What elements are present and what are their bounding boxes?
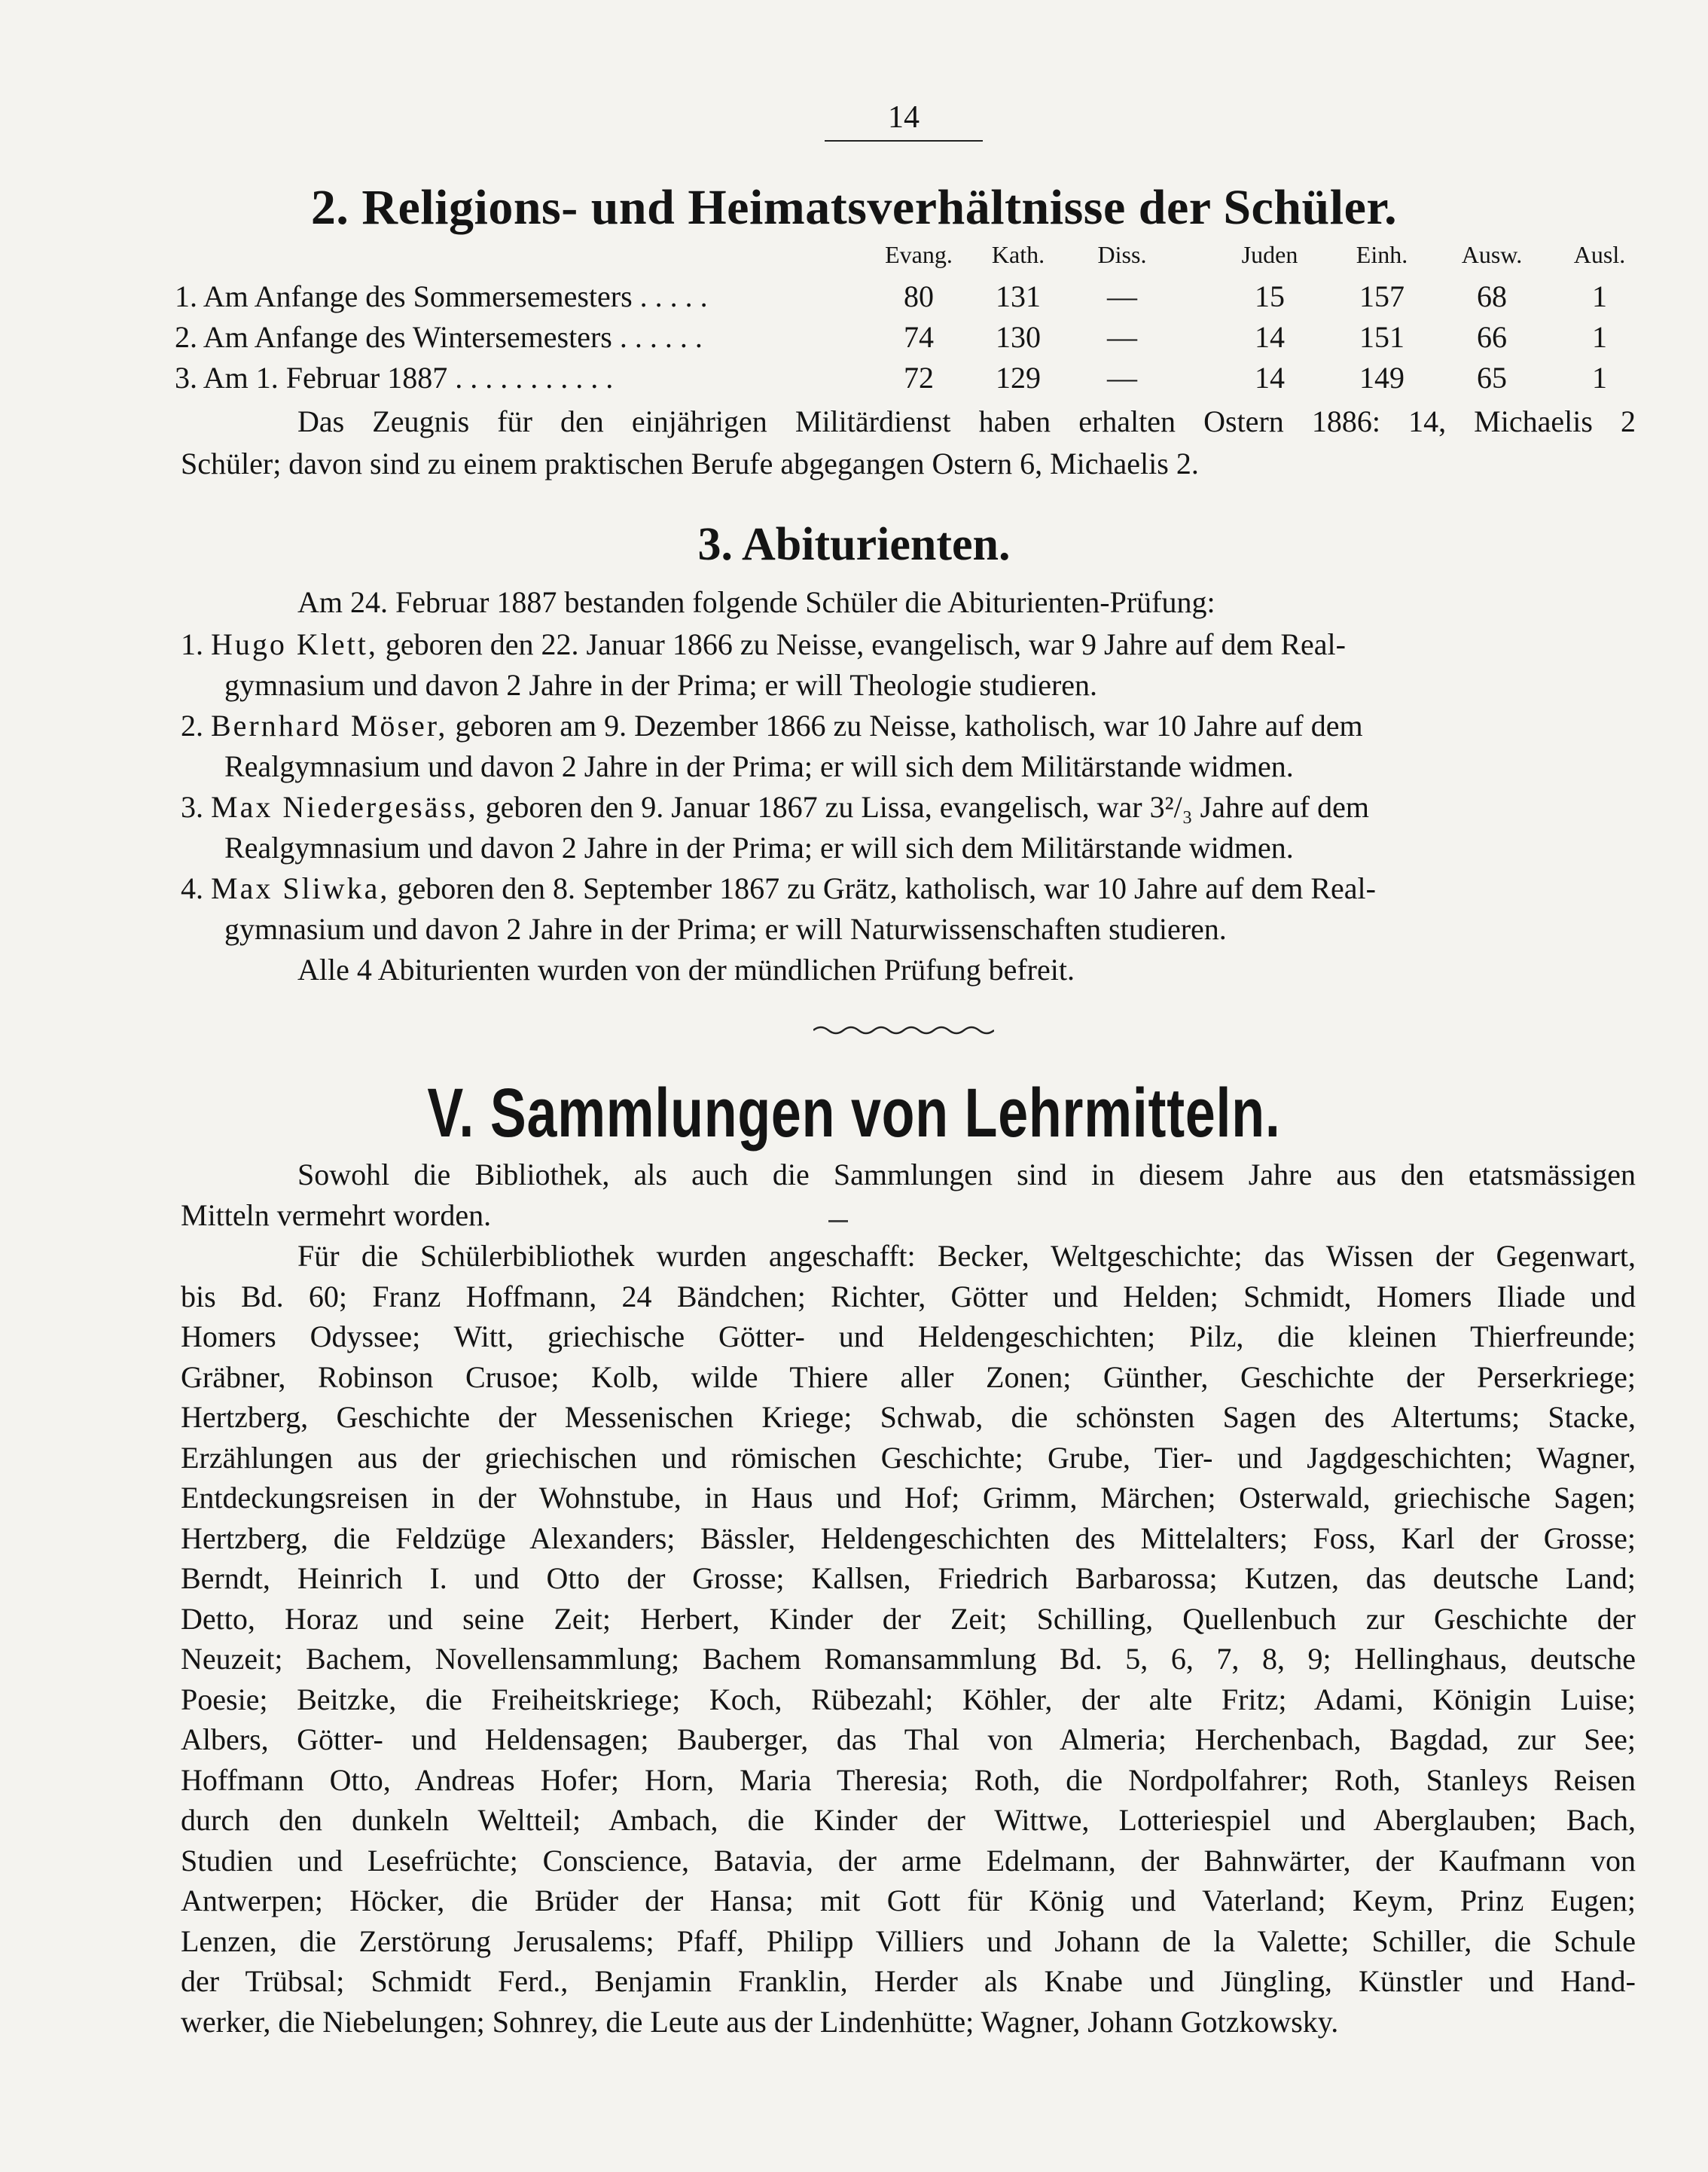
cell-diss: — (1107, 320, 1137, 354)
library-list-line: Gräbner, Robinson Crusoe; Kolb, wilde Thiere aller Zonen; Günther, Geschichte der Perserkriege; (181, 1359, 1636, 1394)
table-row (0, 360, 1708, 402)
student-number: 4. (181, 871, 203, 905)
heading-religion: 2. Religions- und Heimatsverhältnisse der Schüler. (310, 180, 1398, 235)
col-header-juden: Juden (1241, 241, 1298, 268)
page-number-rule (825, 140, 983, 142)
cell-kath: 129 (996, 361, 1041, 395)
cell-juden: 14 (1255, 361, 1285, 395)
ink-dash-mark (828, 1220, 848, 1222)
student-3-line (181, 789, 1369, 825)
cell-evang: 72 (904, 361, 934, 395)
library-list-line: werker, die Niebelungen; Sohnrey, die Leute aus der Lindenhütte; Wagner, Johann Gotzkowsky. (181, 2004, 1339, 2039)
student-number: 1. (181, 627, 203, 661)
cell-einh: 149 (1359, 361, 1405, 395)
library-list-line: der Trübsal; Schmidt Ferd., Benjamin Franklin, Herder als Knabe und Jüngling, Künstler und Hand- (181, 1964, 1636, 1998)
col-header-ausl: Ausl. (1573, 241, 1626, 268)
student-2-line2: Realgymnasium und davon 2 Jahre in der Prima; er will sich dem Militärstande widmen. (224, 749, 1294, 783)
cell-evang: 80 (904, 279, 934, 313)
cell-ausw: 65 (1477, 361, 1507, 395)
library-list-line: Für die Schülerbibliothek wurden angeschafft: Becker, Weltgeschichte; das Wissen der Gegenwart, (297, 1239, 1636, 1273)
table-row (0, 319, 1708, 361)
student-details: geboren am 9. Dezember 1866 zu Neisse, katholisch, war 10 Jahre auf dem (455, 709, 1363, 743)
row-label: 2. Am Anfange des Wintersemesters . . . . . . (175, 320, 703, 354)
student-details: geboren den 22. Januar 1866 zu Neisse, evangelisch, war 9 Jahre auf dem Real- (385, 627, 1346, 661)
col-header-diss: Diss. (1097, 241, 1147, 268)
cell-einh: 157 (1359, 279, 1405, 313)
student-number: 2. (181, 709, 203, 743)
student-3-line2: Realgymnasium und davon 2 Jahre in der Prima; er will sich dem Militärstande widmen. (224, 831, 1294, 865)
col-header-einh: Einh. (1356, 241, 1408, 268)
col-header-kath: Kath. (991, 241, 1045, 268)
row-label: 3. Am 1. Februar 1887 . . . . . . . . . . . (175, 361, 614, 395)
cell-ausl: 1 (1592, 279, 1607, 313)
cell-juden: 14 (1255, 320, 1285, 354)
library-list-line: Antwerpen; Höcker, die Brüder der Hansa; mit Gott für König und Vaterland; Keym, Prinz Eugen; (181, 1884, 1636, 1917)
abitur-closing: Alle 4 Abiturienten wurden von der mündlichen Prüfung befreit. (297, 953, 1075, 987)
cell-einh: 151 (1359, 320, 1405, 354)
col-header-ausw: Ausw. (1461, 241, 1523, 268)
col-header-evang: Evang. (885, 241, 953, 268)
cell-ausw: 66 (1477, 320, 1507, 354)
library-list-line: Entdeckungsreisen in der Wohnstube, in Haus und Hof; Grimm, Märchen; Osterwald, griechische Sagen; (181, 1481, 1636, 1515)
library-list-line: Erzählungen aus der griechischen und römischen Geschichte; Grube, Tier- und Jagdgeschichten; Wagner, (181, 1440, 1636, 1475)
page-number: 14 (888, 100, 920, 135)
library-list-line: bis Bd. 60; Franz Hoffmann, 24 Bändchen; Richter, Götter und Helden; Schmidt, Homers Iliade und (181, 1279, 1636, 1313)
library-list-line: Homers Odyssee; Witt, griechische Götter- und Heldengeschichten; Pilz, die kleinen Thierfreunde; (181, 1319, 1636, 1353)
student-1-line (181, 627, 1346, 663)
library-list-line: durch den dunkeln Weltteil; Ambach, die Kinder der Wittwe, Lotteriespiel und Aberglauben; Bach, (181, 1803, 1636, 1837)
cell-diss: — (1107, 361, 1137, 395)
student-details: geboren den 8. September 1867 zu Grätz, katholisch, war 10 Jahre auf dem Real- (397, 871, 1376, 905)
heading-sammlungen: V. Sammlungen von Lehrmitteln. (427, 1075, 1281, 1152)
row-label: 1. Am Anfange des Sommersemesters . . . . . (175, 279, 708, 313)
sammlung-para1-line: Mitteln vermehrt worden. (181, 1198, 492, 1232)
library-list-line: Hertzberg, die Feldzüge Alexanders; Bässler, Heldengeschichten des Mittelalters; Foss, Karl der Grosse; (181, 1521, 1636, 1555)
library-list-line: Poesie; Beitzke, die Freiheitskriege; Koch, Rübezahl; Köhler, der alte Fritz; Adami, Königin Luise; (181, 1682, 1636, 1716)
library-list-line: Berndt, Heinrich I. und Otto der Grosse; Kallsen, Friedrich Barbarossa; Kutzen, das deutsche Land; (181, 1561, 1636, 1595)
cell-kath: 131 (996, 279, 1041, 313)
cell-ausl: 1 (1592, 361, 1607, 395)
cell-kath: 130 (996, 320, 1041, 354)
library-list-line: Detto, Horaz und seine Zeit; Herbert, Kinder der Zeit; Schilling, Quellenbuch zur Geschichte der (181, 1601, 1636, 1636)
abitur-intro: Am 24. Februar 1887 bestanden folgende Schüler die Abiturienten-Prüfung: (297, 585, 1215, 619)
table-row (0, 279, 1708, 321)
student-4-line2: gymnasium und davon 2 Jahre in der Prima; er will Naturwissenschaften studieren. (224, 912, 1227, 946)
religion-note-line: Schüler; davon sind zu einem praktischen Berufe abgegangen Ostern 6, Michaelis 2. (181, 447, 1199, 480)
cell-evang: 74 (904, 320, 934, 354)
student-1-line2: gymnasium und davon 2 Jahre in der Prima; er will Theologie studieren. (224, 668, 1098, 702)
library-list-line: Hertzberg, Geschichte der Messenischen Kriege; Schwab, die schönsten Sagen des Altertums; Stacke, (181, 1400, 1636, 1434)
student-details: geboren den 9. Januar 1867 zu Lissa, evangelisch, war 3²/₃ Jahre auf dem (485, 790, 1369, 824)
student-2-line (181, 708, 1363, 744)
student-name: Max Sliwka, (211, 871, 390, 905)
library-list-line: Neuzeit; Bachem, Novellensammlung; Bachem Romansammlung Bd. 5, 6, 7, 8, 9; Hellinghaus, deutsche (181, 1642, 1636, 1676)
cell-ausl: 1 (1592, 320, 1607, 354)
library-list-line: Studien und Lesefrüchte; Conscience, Batavia, der arme Edelmann, der Bahnwärter, der Kaufmann von (181, 1843, 1636, 1878)
cell-juden: 15 (1255, 279, 1285, 313)
library-list-line: Lenzen, die Zerstörung Jerusalems; Pfaff, Philipp Villiers und Johann de la Valette; Schiller, die Schule (181, 1923, 1636, 1958)
wavy-separator-ornament (813, 1023, 994, 1038)
library-list-line: Albers, Götter- und Heldensagen; Bauberger, das Thal von Almeria; Herchenbach, Bagdad, zur See; (181, 1722, 1636, 1756)
library-list-line: Hoffmann Otto, Andreas Hofer; Horn, Maria Theresia; Roth, die Nordpolfahrer; Roth, Stanleys Reisen (181, 1762, 1636, 1797)
student-4-line (181, 871, 1376, 907)
student-name: Hugo Klett, (211, 627, 378, 661)
sammlung-para1-line: Sowohl die Bibliothek, als auch die Sammlungen sind in diesem Jahre aus den etatsmässigen (297, 1158, 1636, 1191)
religion-note-line: Das Zeugnis für den einjährigen Militärdienst haben erhalten Ostern 1886: 14, Michaelis 2 (297, 404, 1636, 438)
cell-diss: — (1107, 279, 1137, 313)
cell-ausw: 68 (1477, 279, 1507, 313)
student-number: 3. (181, 790, 203, 824)
student-name: Max Niedergesäss, (211, 790, 478, 824)
heading-abiturienten: 3. Abiturienten. (697, 519, 1011, 570)
student-name: Bernhard Möser, (211, 709, 448, 743)
